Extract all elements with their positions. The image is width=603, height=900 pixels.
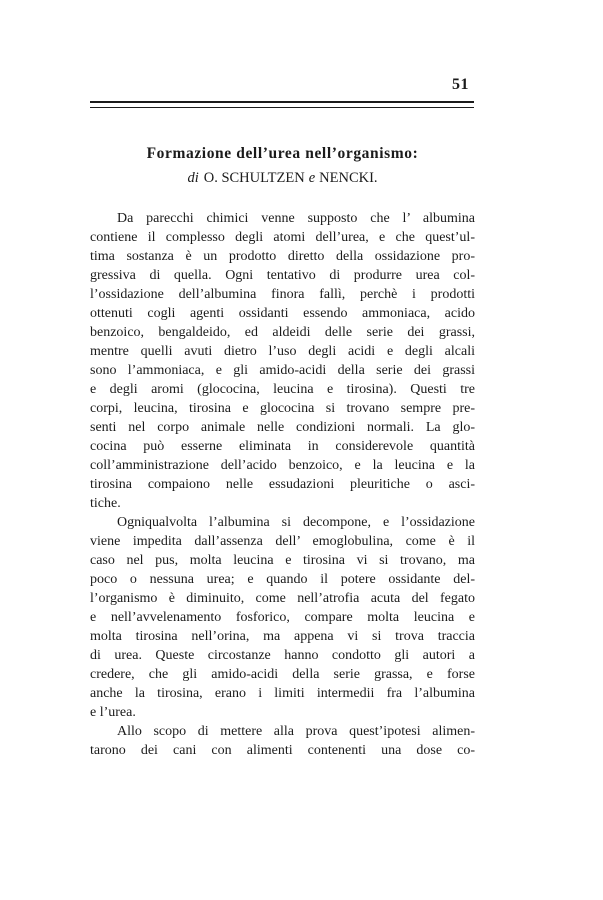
text-line: e degli aromi (glococina, leucina e tirosina). Questi tre (90, 382, 475, 397)
header-rule-thick (90, 101, 474, 103)
text-line: caso nel pus, molta leucina e tirosina vi si trovano, ma (90, 553, 475, 568)
body-text (90, 209, 475, 760)
text-line: di urea. Queste circostanze hanno condotto gli autori a (90, 648, 475, 663)
text-line: ottenuti cogli agenti ossidanti essendo ammoniaca, acido (90, 306, 475, 321)
text-line: anche la tirosina, erano i limiti intermedii fra l’albumina (90, 686, 475, 701)
article-byline (90, 170, 475, 187)
text-line: corpi, leucina, tirosina e glococina si trovano sempre pre- (90, 401, 475, 416)
text-line: tiche. (90, 496, 121, 511)
text-line: poco o nessuna urea; e quando il potere ossidante del- (90, 572, 475, 587)
text-line: tarono dei cani con alimenti contenenti una dose co- (90, 743, 475, 758)
byline-author-1: O. SCHULTZEN (203, 170, 305, 186)
text-line: l’ossidazione dell’albumina finora fallì, perchè i prodotti (90, 287, 475, 302)
text-line: credere, che gli amido-acidi della serie grassa, e forse (90, 667, 475, 682)
text-line: Ogniqualvolta l’albumina si decompone, e l’ossidazione (117, 515, 475, 530)
text-line: Allo scopo di mettere alla prova quest’ipotesi alimen- (117, 724, 475, 739)
text-line: mentre quelli avuti dietro l’uso degli acidi e degli alcali (90, 344, 475, 359)
text-line: Da parecchi chimici venne supposto che l’ albumina (117, 211, 475, 226)
text-line: benzoico, bengaldeido, ed aldeidi delle serie dei grassi, (90, 325, 475, 340)
text-line: l’organismo è diminuito, come nell’atrofia acuta del fegato (90, 591, 475, 606)
text-line: contiene il complesso degli atomi dell’urea, e che quest’ul- (90, 230, 475, 245)
text-line: molta tirosina nell’orina, ma appena vi si trova traccia (90, 629, 475, 644)
text-line: e l’urea. (90, 705, 136, 720)
text-line: cocina può esserne eliminata in considerevole quantità (90, 439, 475, 454)
article-title: Formazione dell’urea nell’organismo: (146, 145, 419, 162)
byline-author-2: NENCKI. (319, 170, 378, 186)
text-line: coll’amministrazione dell’acido benzoico, e la leucina e la (90, 458, 475, 473)
text-line: sono l’ammoniaca, e gli amido-acidi della serie dei grassi (90, 363, 475, 378)
byline-conjunction: e (308, 170, 316, 186)
page-number: 51 (452, 76, 469, 93)
header-rule-thin (90, 107, 474, 108)
byline-prefix: di (187, 170, 199, 186)
text-line: tima sostanza è un prodotto diretto della ossidazione pro- (90, 249, 475, 264)
text-line: senti nel corpo animale nelle condizioni normali. La glo- (90, 420, 475, 435)
text-line: gressiva di quella. Ogni tentativo di produrre urea col- (90, 268, 475, 283)
text-line: tirosina compaiono nelle essudazioni pleuritiche o asci- (90, 477, 475, 492)
text-line: viene impedita dall’assenza dell’ emoglobulina, come è il (90, 534, 475, 549)
text-line: e nell’avvelenamento fosforico, compare molta leucina e (90, 610, 475, 625)
